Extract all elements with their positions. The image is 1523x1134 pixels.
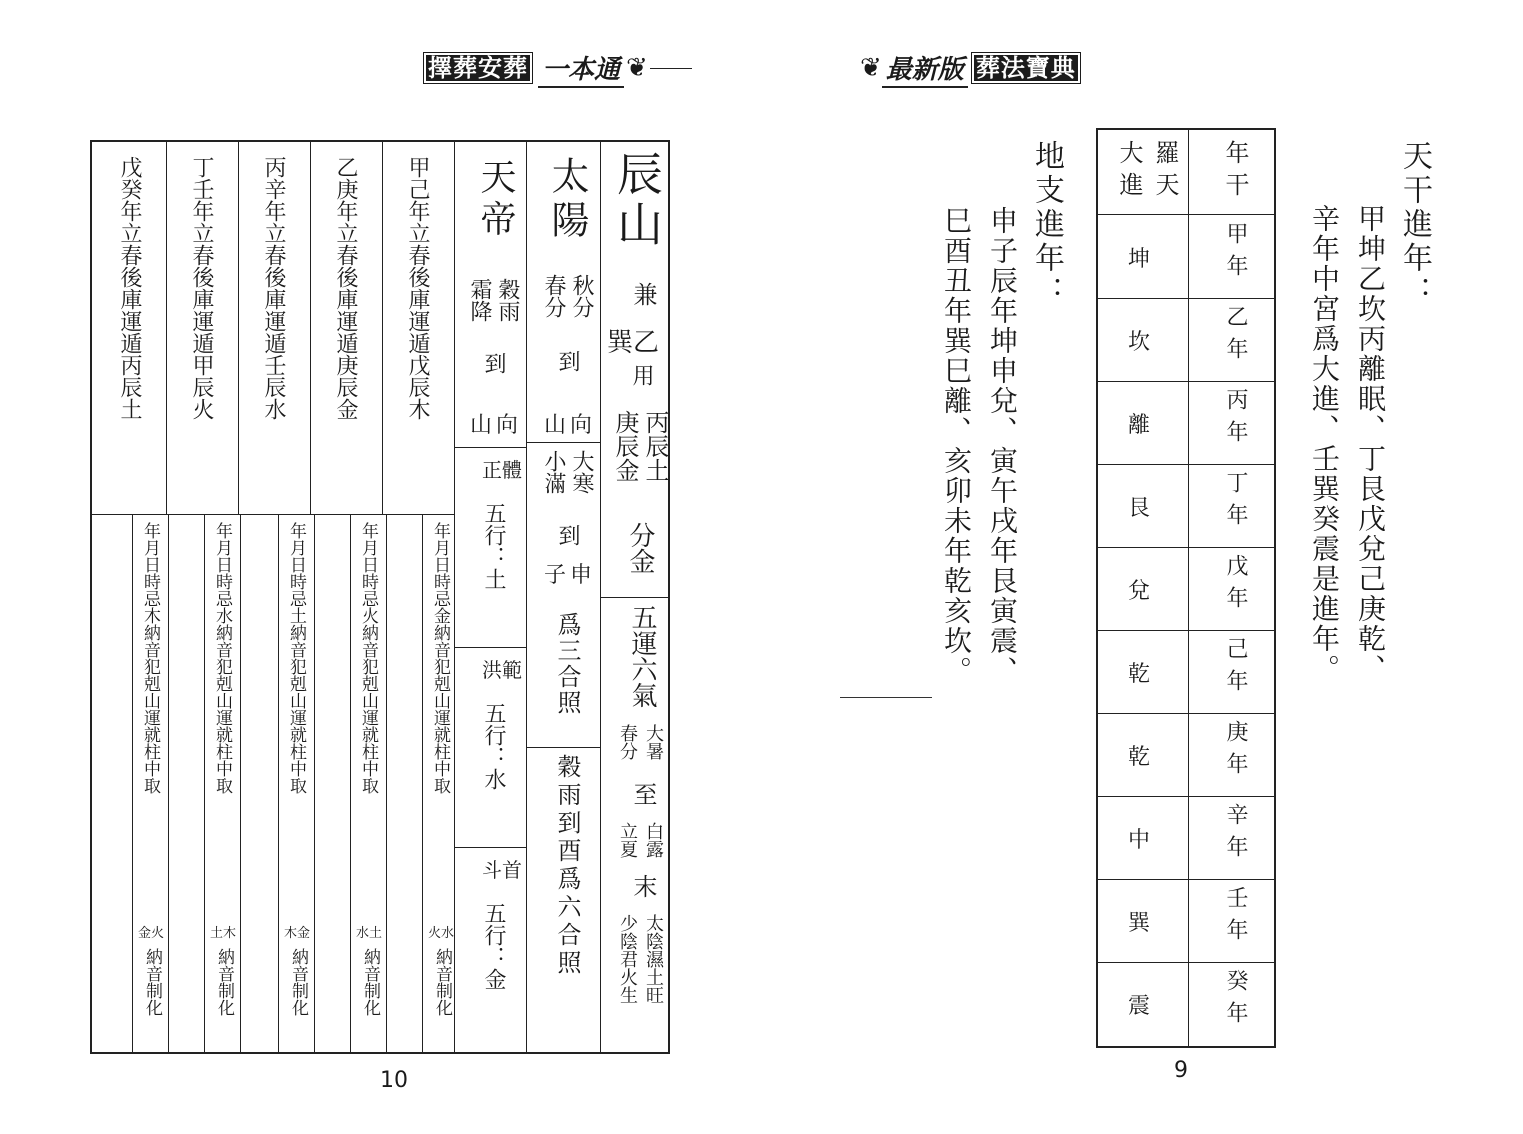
taiyang-b-result: 爲三合照 — [553, 612, 581, 716]
divider — [314, 514, 315, 1052]
right-header-light-title: 最新版 — [882, 49, 968, 88]
year-cell: 己年 — [1223, 637, 1248, 701]
divider — [240, 514, 241, 1052]
dajin-cell: 乾 — [1128, 745, 1151, 770]
divider — [1098, 879, 1274, 880]
tiandi-dirs: 山向 — [469, 413, 522, 438]
left-header — [424, 50, 692, 86]
divider — [166, 142, 167, 514]
divider — [1098, 630, 1274, 631]
tiandi-doushou-label: 斗首 — [482, 858, 522, 882]
year-row-2-bottom-b: 水土 — [356, 926, 383, 941]
tiandi-terms: 穀雨 — [495, 278, 520, 322]
dajin-cell: 離 — [1128, 413, 1151, 438]
divider — [168, 514, 169, 1052]
mountain-yong-b: 庚辰金 — [611, 410, 639, 482]
mountain-name: 辰山 — [610, 150, 664, 250]
divider — [526, 747, 600, 748]
taiyang-b-dirs: 子申 — [543, 563, 596, 588]
taiyang-a-terms: 秋分 — [569, 274, 594, 318]
year-cell: 丙年 — [1223, 388, 1248, 452]
taiyang-a-dirs: 山向 — [543, 413, 596, 438]
divider — [1098, 547, 1274, 548]
taiyang-b-terms: 大寒 — [569, 450, 594, 494]
year-row-5-bottom-b: 金火 — [138, 926, 165, 941]
divider — [454, 847, 526, 848]
divider — [1098, 298, 1274, 299]
tiangan-line-1: 甲坤乙坎丙離眠、丁艮戊兌己庚乾、 — [1354, 204, 1387, 684]
taiyang-title: 太陽 — [545, 156, 589, 244]
year-row-2-top: 乙庚年立春後庫運遁庚辰金 — [333, 156, 358, 420]
year-row-3-bottom: 年月日時忌土納音犯剋山運就柱中取 — [286, 522, 306, 794]
yunqi-q1: 太陰濕土旺 — [643, 914, 664, 1004]
year-row-2-bottom: 年月日時忌火納音犯剋山運就柱中取 — [358, 522, 378, 794]
divider — [386, 514, 387, 1052]
divider — [422, 514, 423, 1052]
tiandi-doushou-text: 五行：金 — [481, 902, 506, 990]
dajin-cell: 震 — [1128, 994, 1151, 1019]
mountain-yong-a: 丙辰土 — [641, 410, 669, 482]
divider — [204, 514, 205, 1052]
yunqi-end-a: 白露 — [643, 822, 664, 858]
taiyang-a-dao: 到 — [555, 350, 580, 372]
year-row-3-bottom-b: 木金 — [284, 926, 311, 941]
dajin-cell: 乾 — [1128, 662, 1151, 687]
divider — [1098, 713, 1274, 714]
divider — [1098, 464, 1274, 465]
dajin-cell: 巽 — [1128, 911, 1151, 936]
year-row-3-top: 丙辛年立春後庫運遁壬辰水 — [261, 156, 286, 420]
yunqi-title: 五運六氣 — [627, 604, 657, 708]
year-row-4-top: 丁壬年立春後庫運遁甲辰火 — [189, 156, 214, 420]
year-cell: 丁年 — [1223, 471, 1248, 535]
tiandi-zhengti-text: 五行：土 — [481, 502, 506, 590]
tiangan-line-2: 辛年中宮爲大進、壬巽癸震是進年。 — [1308, 204, 1341, 684]
right-table — [1096, 128, 1276, 1048]
left-header-light-title: 一本通 — [538, 49, 624, 88]
dajin-cell: 坎 — [1128, 330, 1151, 355]
mountain-jian: 兼 — [629, 282, 657, 306]
tiandi-hongfan-text: 五行：水 — [481, 702, 506, 790]
taiyang-b-terms2: 小滿 — [541, 450, 566, 494]
year-row-5-bottom-c: 納音制化 — [142, 948, 162, 1016]
dragon-icon: ❦ — [626, 53, 648, 83]
year-row-3-bottom-c: 納音制化 — [288, 948, 308, 1016]
year-cell: 戊年 — [1223, 554, 1248, 618]
year-row-4-bottom-b: 土木 — [210, 926, 237, 941]
mountain-yong: 用 — [629, 364, 654, 386]
dizhi-title: 地支進年： — [1029, 140, 1064, 310]
dajin-cell: 坤 — [1128, 247, 1151, 272]
yunqi-end-b: 立夏 — [617, 822, 638, 858]
mountain-jian-dirs: 巽乙 — [607, 328, 660, 358]
dragon-icon: ❦ — [860, 53, 882, 83]
year-cell: 乙年 — [1223, 305, 1248, 369]
divider — [278, 514, 279, 1052]
divider — [310, 142, 311, 514]
year-row-5-bottom: 年月日時忌木納音犯剋山運就柱中取 — [140, 522, 160, 794]
header-dajin: 大進 — [1115, 140, 1143, 204]
page-number-left: 10 — [380, 1068, 408, 1093]
year-row-4-bottom-c: 納音制化 — [214, 948, 234, 1016]
year-row-1-top: 甲己年立春後庫運遁戊辰木 — [405, 156, 430, 420]
yunqi-zhi: 至 — [629, 782, 657, 806]
dizhi-line-1: 申子辰年坤申兌、寅午戌年艮寅震、 — [986, 206, 1019, 686]
taiyang-c-text: 穀雨到酉爲六合照 — [553, 754, 581, 978]
taiyang-a-terms2: 春分 — [541, 274, 566, 318]
tiandi-terms2: 霜降 — [467, 278, 492, 322]
divider — [454, 447, 526, 448]
yunqi-start-a: 大暑 — [643, 724, 664, 760]
divider — [526, 142, 527, 1052]
yunqi-mo: 末 — [629, 874, 657, 898]
year-cell: 辛年 — [1223, 803, 1248, 867]
divider — [1098, 796, 1274, 797]
year-row-1-bottom: 年月日時忌金納音犯剋山運就柱中取 — [430, 522, 450, 794]
year-cell: 壬年 — [1223, 886, 1248, 950]
divider — [454, 647, 526, 648]
year-cell: 甲年 — [1223, 222, 1248, 286]
year-row-4-bottom: 年月日時忌水納音犯剋山運就柱中取 — [212, 522, 232, 794]
taiyang-b-dao: 到 — [555, 524, 580, 546]
divider — [382, 142, 383, 514]
dash-line — [840, 697, 932, 698]
mountain-fen: 分金 — [625, 522, 655, 574]
tiandi-dao: 到 — [481, 352, 506, 374]
tiandi-hongfan-label: 洪範 — [482, 658, 522, 682]
year-cell: 庚年 — [1223, 720, 1248, 784]
left-header-dark-title: 擇葬安葬 — [424, 53, 532, 83]
dajin-cell: 艮 — [1128, 496, 1151, 521]
tiangan-title: 天干進年： — [1397, 140, 1432, 310]
year-row-2-bottom-c: 納音制化 — [360, 948, 380, 1016]
left-table — [90, 140, 670, 1054]
year-row-1-bottom-c: 納音制化 — [432, 948, 452, 1016]
year-row-1-bottom-b: 火水 — [428, 926, 455, 941]
year-cell: 癸年 — [1223, 969, 1248, 1033]
dajin-cell: 兌 — [1128, 579, 1151, 604]
header-luotian: 羅天 — [1151, 140, 1179, 204]
divider — [238, 142, 239, 514]
divider — [92, 514, 454, 515]
divider — [1188, 130, 1189, 1046]
divider — [1098, 962, 1274, 963]
year-row-5-top: 戊癸年立春後庫運遁丙辰土 — [117, 156, 142, 420]
tiandi-title: 天帝 — [475, 158, 516, 242]
dizhi-line-2: 巳酉丑年巽巳離、亥卯未年乾亥坎。 — [940, 206, 973, 686]
yunqi-q2: 少陰君火生 — [617, 914, 638, 1004]
divider — [526, 442, 600, 443]
divider — [132, 514, 133, 1052]
page-number-right: 9 — [1174, 1058, 1188, 1083]
tiandi-zhengti-label: 正體 — [482, 458, 522, 482]
right-header — [860, 50, 1080, 86]
header-rule — [650, 68, 692, 69]
yunqi-start-b: 春分 — [617, 724, 638, 760]
dajin-cell: 中 — [1128, 828, 1151, 853]
divider — [1098, 214, 1274, 215]
divider — [1098, 381, 1274, 382]
divider — [600, 597, 670, 598]
header-year-stem: 年干 — [1221, 140, 1249, 204]
divider — [454, 142, 455, 1052]
right-header-dark-title: 葬法寶典 — [972, 53, 1080, 83]
divider — [350, 514, 351, 1052]
